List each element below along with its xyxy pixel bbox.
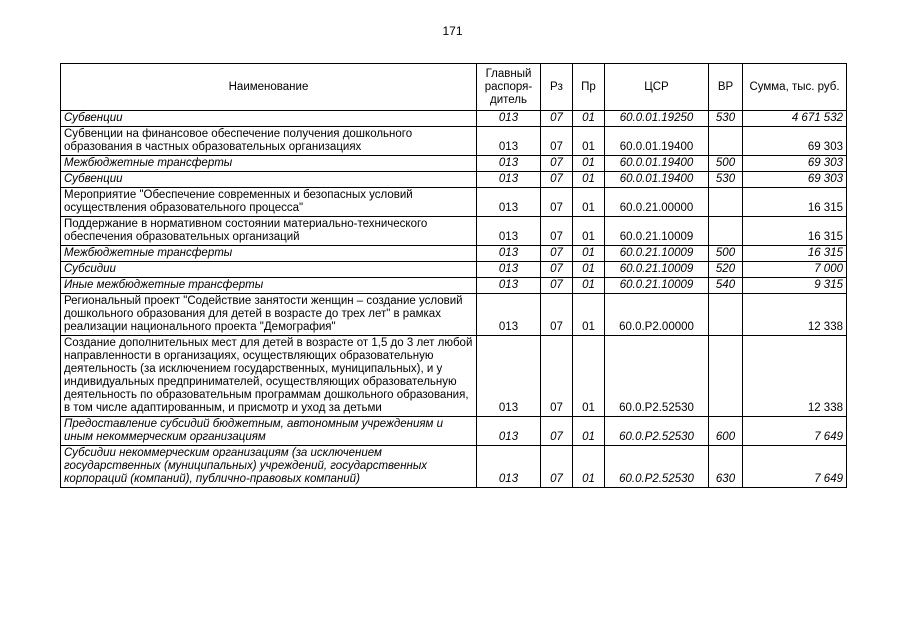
cell-name: Иные межбюджетные трансферты [61, 278, 477, 294]
table-row [61, 336, 847, 417]
cell-csr: 60.0.Р2.52530 [605, 417, 709, 446]
budget-table [60, 63, 847, 488]
cell-pr: 01 [573, 446, 605, 488]
cell-rz: 07 [541, 278, 573, 294]
cell-csr: 60.0.Р2.52530 [605, 336, 709, 417]
table-header-row [61, 64, 847, 111]
cell-name: Предоставление субсидий бюджетным, автономным учреждениям и иным некоммерческим организациям [61, 417, 477, 446]
cell-vr: 540 [709, 278, 743, 294]
cell-rz: 07 [541, 217, 573, 246]
cell-main-manager: 013 [477, 278, 541, 294]
cell-sum: 7 000 [743, 262, 847, 278]
cell-rz: 07 [541, 446, 573, 488]
cell-csr: 60.0.21.10009 [605, 246, 709, 262]
cell-sum: 7 649 [743, 417, 847, 446]
table-row [61, 294, 847, 336]
cell-rz: 07 [541, 246, 573, 262]
table-row [61, 446, 847, 488]
table-row [61, 111, 847, 127]
cell-pr: 01 [573, 172, 605, 188]
cell-sum: 69 303 [743, 172, 847, 188]
cell-main-manager: 013 [477, 111, 541, 127]
cell-sum: 4 671 532 [743, 111, 847, 127]
cell-main-manager: 013 [477, 294, 541, 336]
cell-rz: 07 [541, 262, 573, 278]
cell-pr: 01 [573, 217, 605, 246]
cell-pr: 01 [573, 111, 605, 127]
cell-rz: 07 [541, 111, 573, 127]
cell-vr: 520 [709, 262, 743, 278]
cell-name: Поддержание в нормативном состоянии материально-технического обеспечения образовательных организаций [61, 217, 477, 246]
cell-pr: 01 [573, 262, 605, 278]
cell-vr: 500 [709, 246, 743, 262]
table-row [61, 246, 847, 262]
cell-vr [709, 336, 743, 417]
cell-rz: 07 [541, 417, 573, 446]
cell-sum: 12 338 [743, 336, 847, 417]
cell-rz: 07 [541, 336, 573, 417]
cell-sum: 16 315 [743, 246, 847, 262]
cell-rz: 07 [541, 294, 573, 336]
cell-name: Межбюджетные трансферты [61, 246, 477, 262]
cell-name: Создание дополнительных мест для детей в возрасте от 1,5 до 3 лет любой направленности в организациях, осуществляющих образовательную деятельность (за исключением государственных, муниципальных), и у индивидуальных предпринимателей, осуществляющих образовательную деятельность по образовательным программам дошкольного образования, в том числе адаптированным, и присмотр и уход за детьми [61, 336, 477, 417]
cell-sum: 16 315 [743, 217, 847, 246]
header-csr: ЦСР [605, 64, 709, 111]
cell-rz: 07 [541, 127, 573, 156]
cell-csr: 60.0.Р2.00000 [605, 294, 709, 336]
cell-pr: 01 [573, 156, 605, 172]
cell-rz: 07 [541, 188, 573, 217]
table-row [61, 417, 847, 446]
cell-name: Субсидии некоммерческим организациям (за исключением государственных (муниципальных) учреждений, государственных корпораций (компаний), публично-правовых компаний) [61, 446, 477, 488]
cell-vr: 500 [709, 156, 743, 172]
cell-name: Региональный проект "Содействие занятости женщин – создание условий дошкольного образования для детей в возрасте до трех лет" в рамках реализации национального проекта "Демография" [61, 294, 477, 336]
cell-csr: 60.0.01.19400 [605, 172, 709, 188]
cell-pr: 01 [573, 417, 605, 446]
cell-main-manager: 013 [477, 172, 541, 188]
header-vr: ВР [709, 64, 743, 111]
cell-main-manager: 013 [477, 262, 541, 278]
header-rz: Рз [541, 64, 573, 111]
cell-name: Субвенции на финансовое обеспечение получения дошкольного образования в частных образовательных организациях [61, 127, 477, 156]
table-row [61, 127, 847, 156]
cell-sum: 12 338 [743, 294, 847, 336]
cell-vr: 530 [709, 172, 743, 188]
cell-pr: 01 [573, 127, 605, 156]
cell-name: Субвенции [61, 172, 477, 188]
table-row [61, 217, 847, 246]
cell-main-manager: 013 [477, 127, 541, 156]
header-sum: Сумма, тыс. руб. [743, 64, 847, 111]
cell-csr: 60.0.21.10009 [605, 278, 709, 294]
cell-csr: 60.0.21.00000 [605, 188, 709, 217]
cell-main-manager: 013 [477, 446, 541, 488]
cell-main-manager: 013 [477, 217, 541, 246]
cell-csr: 60.0.Р2.52530 [605, 446, 709, 488]
cell-csr: 60.0.01.19250 [605, 111, 709, 127]
cell-csr: 60.0.21.10009 [605, 262, 709, 278]
cell-name: Мероприятие "Обеспечение современных и безопасных условий осуществления образовательного процесса" [61, 188, 477, 217]
cell-sum: 7 649 [743, 446, 847, 488]
cell-sum: 9 315 [743, 278, 847, 294]
cell-sum: 16 315 [743, 188, 847, 217]
cell-pr: 01 [573, 188, 605, 217]
cell-csr: 60.0.01.19400 [605, 127, 709, 156]
cell-vr [709, 217, 743, 246]
cell-rz: 07 [541, 156, 573, 172]
cell-main-manager: 013 [477, 417, 541, 446]
cell-vr: 530 [709, 111, 743, 127]
cell-csr: 60.0.21.10009 [605, 217, 709, 246]
cell-main-manager: 013 [477, 188, 541, 217]
table-row [61, 172, 847, 188]
cell-vr [709, 188, 743, 217]
table-row [61, 262, 847, 278]
cell-main-manager: 013 [477, 246, 541, 262]
table-row [61, 156, 847, 172]
cell-pr: 01 [573, 278, 605, 294]
cell-vr [709, 127, 743, 156]
cell-csr: 60.0.01.19400 [605, 156, 709, 172]
cell-vr: 600 [709, 417, 743, 446]
cell-main-manager: 013 [477, 156, 541, 172]
header-pr: Пр [573, 64, 605, 111]
cell-vr: 630 [709, 446, 743, 488]
cell-pr: 01 [573, 336, 605, 417]
cell-rz: 07 [541, 172, 573, 188]
header-main-manager: Главный распоря-дитель [477, 64, 541, 111]
page-number: 171 [442, 24, 463, 38]
cell-sum: 69 303 [743, 156, 847, 172]
header-name: Наименование [61, 64, 477, 111]
cell-name: Субвенции [61, 111, 477, 127]
cell-name: Субсидии [61, 262, 477, 278]
cell-pr: 01 [573, 246, 605, 262]
table-row [61, 188, 847, 217]
cell-pr: 01 [573, 294, 605, 336]
cell-name: Межбюджетные трансферты [61, 156, 477, 172]
cell-main-manager: 013 [477, 336, 541, 417]
cell-vr [709, 294, 743, 336]
cell-sum: 69 303 [743, 127, 847, 156]
table-row [61, 278, 847, 294]
